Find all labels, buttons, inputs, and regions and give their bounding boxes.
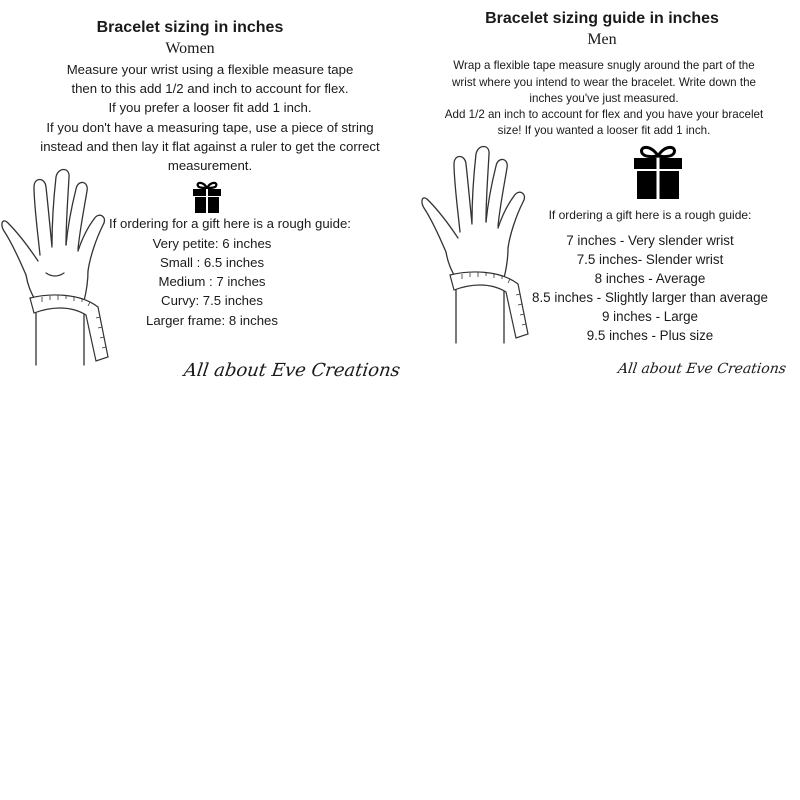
men-instruction-line: Add 1/2 an inch to account for flex and you have your bracelet	[444, 108, 764, 121]
gift-icon	[192, 180, 222, 214]
hand-illustration	[0, 165, 120, 370]
women-gift-guide-heading: If ordering for a gift here is a rough guide:	[109, 216, 351, 231]
women-size-item: Small : 6.5 inches	[159, 255, 265, 270]
women-instruction-line: Measure your wrist using a flexible measure tape	[66, 62, 354, 77]
women-subtitle: Women	[165, 40, 215, 57]
men-size-item: 8 inches - Average	[594, 271, 706, 286]
men-size-item: 9 inches - Large	[601, 309, 699, 324]
men-instruction-line: inches you've just measured.	[529, 92, 679, 105]
men-signature: All about Eve Creations	[616, 361, 788, 377]
women-size-item: Medium : 7 inches	[158, 274, 266, 289]
women-instruction-line: If you prefer a looser fit add 1 inch.	[108, 100, 312, 115]
women-title: Bracelet sizing in inches	[96, 19, 284, 36]
men-size-item: 7 inches - Very slender wrist	[566, 233, 734, 248]
women-size-item: Very petite: 6 inches	[152, 236, 272, 251]
men-instruction-line: size! If you wanted a looser fit add 1 inch.	[497, 124, 711, 137]
men-subtitle: Men	[587, 31, 617, 48]
women-signature: All about Eve Creations	[182, 360, 402, 381]
hand-illustration	[418, 138, 538, 348]
men-gift-guide-heading: If ordering a gift here is a rough guide:	[548, 208, 752, 222]
men-instruction-line: Wrap a flexible tape measure snugly around the part of the	[453, 59, 755, 72]
men-size-item: 9.5 inches - Plus size	[586, 328, 714, 343]
gift-icon	[633, 144, 683, 200]
men-size-item: 7.5 inches- Slender wrist	[576, 252, 724, 267]
women-instruction-line: then to this add 1/2 and inch to account for flex.	[71, 81, 349, 96]
men-instruction-line: wrist where you intend to wear the bracelet. Write down the	[452, 76, 756, 89]
women-size-item: Larger frame: 8 inches	[146, 313, 278, 328]
women-instruction-line: measurement.	[167, 158, 253, 173]
men-size-item: 8.5 inches - Slightly larger than average	[532, 290, 768, 305]
women-instruction-line: instead and then lay it flat against a ruler to get the correct	[40, 139, 380, 154]
women-size-item: Curvy: 7.5 inches	[161, 293, 263, 308]
men-title: Bracelet sizing guide in inches	[485, 10, 719, 27]
women-instruction-line: If you don't have a measuring tape, use a piece of string	[46, 120, 374, 135]
